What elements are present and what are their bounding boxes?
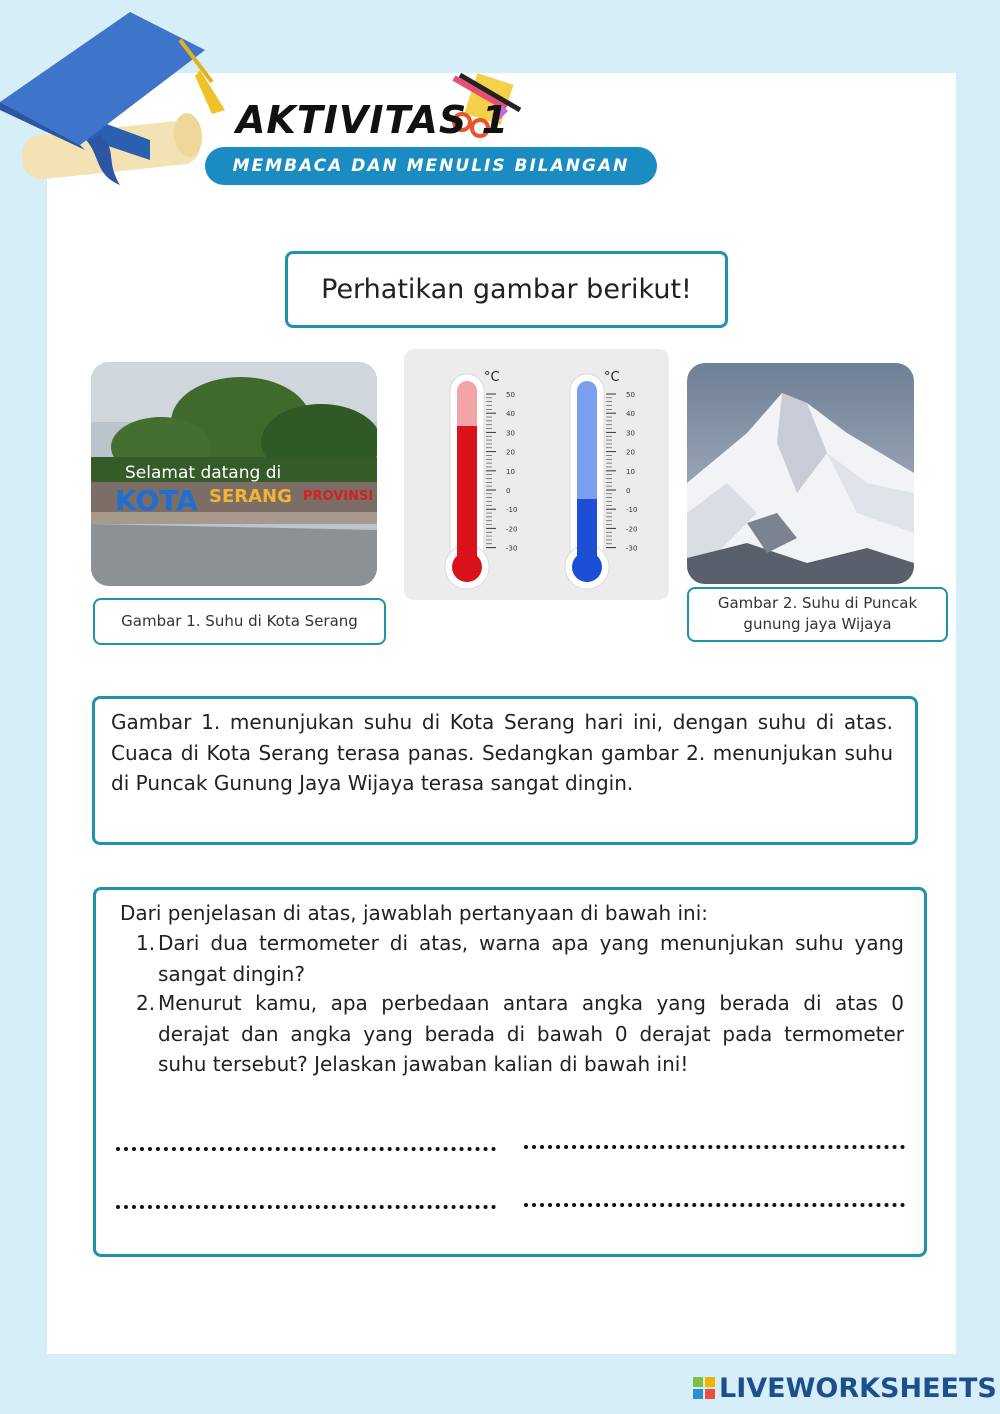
thermometer-tick-label: 50 [506,391,515,399]
thermometer-tick-label: 30 [506,429,515,438]
thermometers-image [404,349,669,600]
thermometer-tick-label: 0 [626,487,631,495]
liveworksheets-icon [693,1377,715,1399]
explanation-paragraph: Gambar 1. menunjukan suhu di Kota Serang hari ini, dengan suhu di atas. Cuaca di Kota Serang terasa panas. Sedangkan gambar 2. menunjukan suhu di Puncak Gunung Jaya Wijaya terasa sangat dingin. [92,696,918,845]
brand-text: LIVEWORKSHEETS [719,1373,997,1404]
hot-thermometer-bulb [452,552,482,582]
city-sign-serang: SERANG [209,486,292,507]
questions-box [93,887,927,1257]
thermometer-tick-label: -20 [506,525,518,534]
thermometer-tick-label: -30 [506,544,518,553]
hot-thermometer-level [457,426,477,571]
thermometer-tick-label: -30 [626,544,638,553]
question-text: Dari dua termometer di atas, warna apa yang menunjukan suhu yang sangat dingin? [158,931,904,986]
activity-title: AKTIVITAS 1 [236,98,509,142]
answer-line[interactable] [116,1147,496,1151]
graduation-cap-icon [0,10,240,190]
thermometer-tick-label: 10 [506,467,515,476]
question-item [136,928,904,989]
thermometer-tick-label: 50 [626,391,635,399]
thermometer-tick-label: 0 [506,487,511,495]
hot-unit-label: °C [484,370,500,385]
thermometer-tick-label: -10 [506,506,518,515]
thermometer-tick-label: 10 [626,467,635,476]
mountain-photo [687,363,914,584]
caption-gambar-1: Gambar 1. Suhu di Kota Serang [93,598,386,645]
answer-line[interactable] [116,1205,496,1209]
city-sign-line1: Selamat datang di [125,463,282,483]
thermometer-tick-label: -10 [626,506,638,515]
city-sign-provinsi: PROVINSI [303,489,374,504]
cold-thermometer-bulb [572,552,602,582]
answer-line[interactable] [524,1203,905,1207]
instruction-prompt: Perhatikan gambar berikut! [285,251,728,328]
questions-intro: Dari penjelasan di atas, jawablah pertanyaan di bawah ini: [120,901,709,925]
thermometer-tick-label: 40 [506,410,515,419]
caption-gambar-2: Gambar 2. Suhu di Puncak gunung jaya Wijaya [687,587,948,642]
question-item [136,988,904,1080]
thermometer-tick-label: 30 [626,429,635,438]
liveworksheets-logo [693,1373,997,1404]
question-number: 1. [136,931,156,955]
question-text: Menurut kamu, apa perbedaan antara angka yang berada di atas 0 derajat dan angka yang berada di bawah 0 derajat pada termometer suhu tersebut? Jelaskan jawaban kalian di bawah ini! [158,991,904,1076]
answer-line[interactable] [524,1145,905,1149]
thermometer-tick-label: 20 [626,448,635,457]
thermometer-tick-label: 40 [626,410,635,419]
cold-unit-label: °C [604,370,620,385]
thermometer-tick-label: 20 [506,448,515,457]
activity-subtitle: MEMBACA DAN MENULIS BILANGAN BULAT [205,147,657,185]
question-number: 2. [136,991,156,1015]
thermometer-tick-label: -20 [626,525,638,534]
city-sign-kota: KOTA [115,484,198,517]
city-photo [91,362,377,586]
